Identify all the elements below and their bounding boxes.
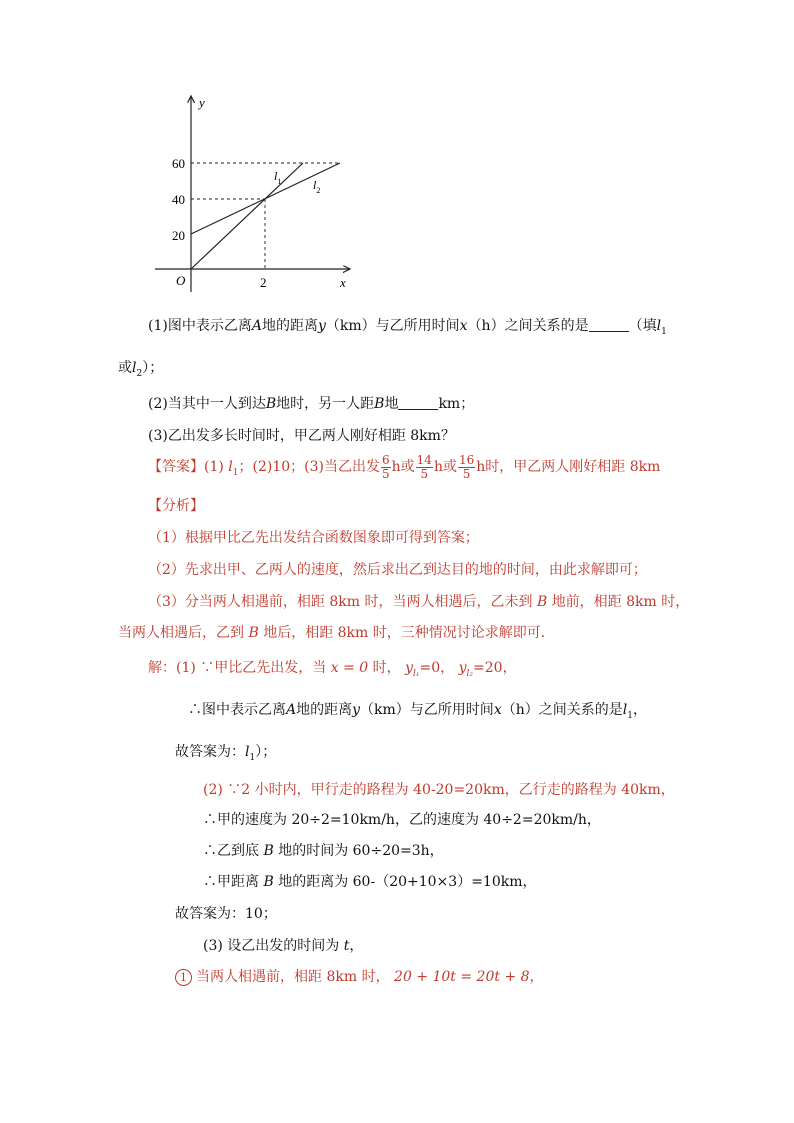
sub: 1 — [232, 468, 239, 478]
var-l: l — [228, 459, 233, 475]
var-l: l — [132, 360, 137, 376]
var-l: l — [656, 318, 662, 334]
line-l2 — [191, 163, 340, 234]
solution-text: ∴图中表示乙离 — [188, 702, 286, 718]
answer-line — [148, 452, 660, 488]
x-axis-label: x — [340, 275, 346, 290]
solution-text: 故答案为：10； — [175, 906, 277, 922]
solution-text: 时， — [372, 660, 401, 676]
analysis-text: 地前，相距 8km 时， — [551, 594, 690, 610]
point-a: A — [251, 318, 262, 334]
q2-text: (2)当其中一人到达 — [148, 396, 266, 412]
solution-text: ∴甲距离 — [203, 874, 259, 890]
question-2 — [148, 394, 474, 414]
var-t: t — [343, 938, 350, 954]
l2-label: $l_2$ — [313, 178, 321, 195]
var-l: l — [622, 702, 628, 718]
question-3 — [148, 426, 455, 446]
solution-text: ）； — [255, 744, 277, 760]
solution-part3 — [203, 936, 363, 956]
question-1-wrap — [118, 358, 163, 384]
analysis-3-wrap — [118, 623, 555, 643]
sub: 1 — [661, 327, 667, 337]
equation: 20 + 10t = 20t + 8 — [394, 969, 530, 985]
equation: x = 0 — [330, 660, 369, 676]
answer-blank — [589, 317, 629, 332]
q2-text: 地时，另一人距 — [276, 396, 375, 412]
y-tick-20: 20 — [172, 228, 185, 243]
point-b: B — [536, 594, 548, 610]
analysis-3 — [148, 592, 689, 612]
sub: 1 — [627, 711, 633, 721]
answer-label: 【答案】 — [148, 459, 204, 475]
var-y: y — [317, 318, 326, 334]
circled-number: 1 — [175, 969, 192, 986]
q1-text: 或 — [118, 360, 132, 376]
solution-text: 地的距离为 60-（20+10×3）=10km， — [278, 874, 537, 890]
var-l: l — [245, 744, 250, 760]
q2-text: 地 — [384, 396, 399, 412]
sub: l₁ — [413, 669, 420, 679]
analysis-1 — [148, 528, 479, 548]
point-b: B — [248, 625, 259, 641]
solution-text: （km）与乙所用时间 — [360, 702, 494, 718]
analysis-text: 当两人相遇后，乙到 — [118, 625, 244, 641]
var-x: x — [459, 318, 468, 334]
x-tick-2: 2 — [260, 275, 267, 290]
line-l1 — [191, 163, 303, 269]
solution-text: ， — [440, 660, 455, 676]
sub: 1 — [249, 753, 256, 763]
solution-text: ， — [349, 938, 364, 954]
answer-text: (1) — [204, 459, 224, 475]
answer-blank — [398, 395, 438, 410]
q1-text: （填 — [628, 318, 657, 334]
value: =0 — [419, 660, 441, 676]
solution-text: ， — [529, 969, 544, 985]
solution-text: 故答案为： — [175, 744, 245, 760]
q3-text: (3)乙出发多长时间时，甲乙两人刚好相距 8km？ — [148, 428, 455, 444]
fraction-6-5: $\frac{6}{5}$ — [382, 452, 390, 481]
analysis-text: 地后，相距 8km 时，三种情况讨论求解即可． — [263, 625, 555, 641]
distance-time-graph — [150, 90, 360, 295]
answer-text: h时，甲乙两人刚好相距 8km — [476, 459, 661, 475]
y-tick-40: 40 — [172, 192, 185, 207]
analysis-2 — [148, 560, 647, 580]
point-b: B — [374, 396, 385, 412]
solution-text: (2) ∵2 小时内，甲行走的路程为 40-20=20km，乙行走的路程为 40km， — [203, 782, 675, 798]
solution-text: 当两人相遇前，相距 8km 时， — [196, 969, 390, 985]
solution-2 — [188, 700, 647, 726]
analysis-label — [148, 496, 204, 516]
solution-text: 解：(1) ∵甲比乙先出发，当 — [148, 660, 327, 676]
analysis-text: （2）先求出甲、乙两人的速度，然后求出乙到达目的地的时间，由此求解即可； — [148, 562, 647, 578]
q2-text: km； — [438, 396, 475, 412]
fraction-14-5: $\frac{14}{5}$ — [416, 452, 432, 481]
solution-part2-b — [203, 810, 601, 830]
point-b: B — [265, 396, 277, 412]
q1-text: 地的距离 — [261, 318, 318, 334]
answer-2 — [175, 904, 277, 924]
value: =20 — [473, 660, 503, 676]
solution-text: ∴乙到底 — [203, 843, 259, 859]
solution-case1 — [175, 967, 544, 987]
solution-text: ∴甲的速度为 20÷2=10km/h，乙的速度为 40÷2=20km/h， — [203, 812, 601, 828]
analysis-text: （3）分当两人相遇前，相距 8km 时，当两人相遇后，乙未到 — [148, 594, 533, 610]
sub: l₂ — [466, 669, 474, 679]
point-a: A — [286, 702, 297, 718]
y-tick-60: 60 — [172, 156, 185, 171]
solution-text: （h）之间关系的是 — [501, 702, 623, 718]
solution-text: 地的时间为 60÷20=3h， — [278, 843, 444, 859]
question-1 — [148, 316, 667, 342]
analysis-label-text: 【分析】 — [148, 498, 204, 514]
answer-text: ；(2)10；(3)当乙出发 — [238, 459, 380, 475]
solution-part2-c — [203, 841, 444, 861]
solution-part2-d — [203, 872, 537, 892]
point-b: B — [263, 843, 274, 859]
sub: 2 — [136, 369, 143, 379]
y-axis-label: y — [199, 95, 205, 110]
var-x: x — [493, 702, 502, 718]
q1-text: （h）之间关系的是 — [467, 318, 589, 334]
answer-text: h或 — [433, 459, 457, 475]
q1-text: （km）与乙所用时间 — [325, 318, 460, 334]
var-y: y — [405, 660, 413, 676]
solution-text: ， — [502, 660, 517, 676]
solution-part2-a — [203, 780, 675, 800]
q1-text: ）； — [142, 360, 164, 376]
answer-1 — [175, 742, 276, 768]
l1-label: $l_1$ — [274, 169, 282, 186]
solution-text: (3) 设乙出发的时间为 — [203, 938, 340, 954]
q1-text: (1)图中表示乙离 — [148, 318, 252, 334]
fraction-16-5: $\frac{16}{5}$ — [458, 452, 475, 481]
answer-text: h或 — [391, 459, 415, 475]
solution-1 — [148, 658, 517, 684]
var-y: y — [458, 660, 467, 676]
solution-text: ， — [632, 702, 647, 718]
origin-label: O — [176, 273, 186, 288]
var-y: y — [352, 702, 361, 718]
solution-text: 地的距离 — [296, 702, 353, 718]
analysis-text: （1）根据甲比乙先出发结合函数图象即可得到答案； — [148, 530, 479, 546]
point-b: B — [263, 874, 274, 890]
